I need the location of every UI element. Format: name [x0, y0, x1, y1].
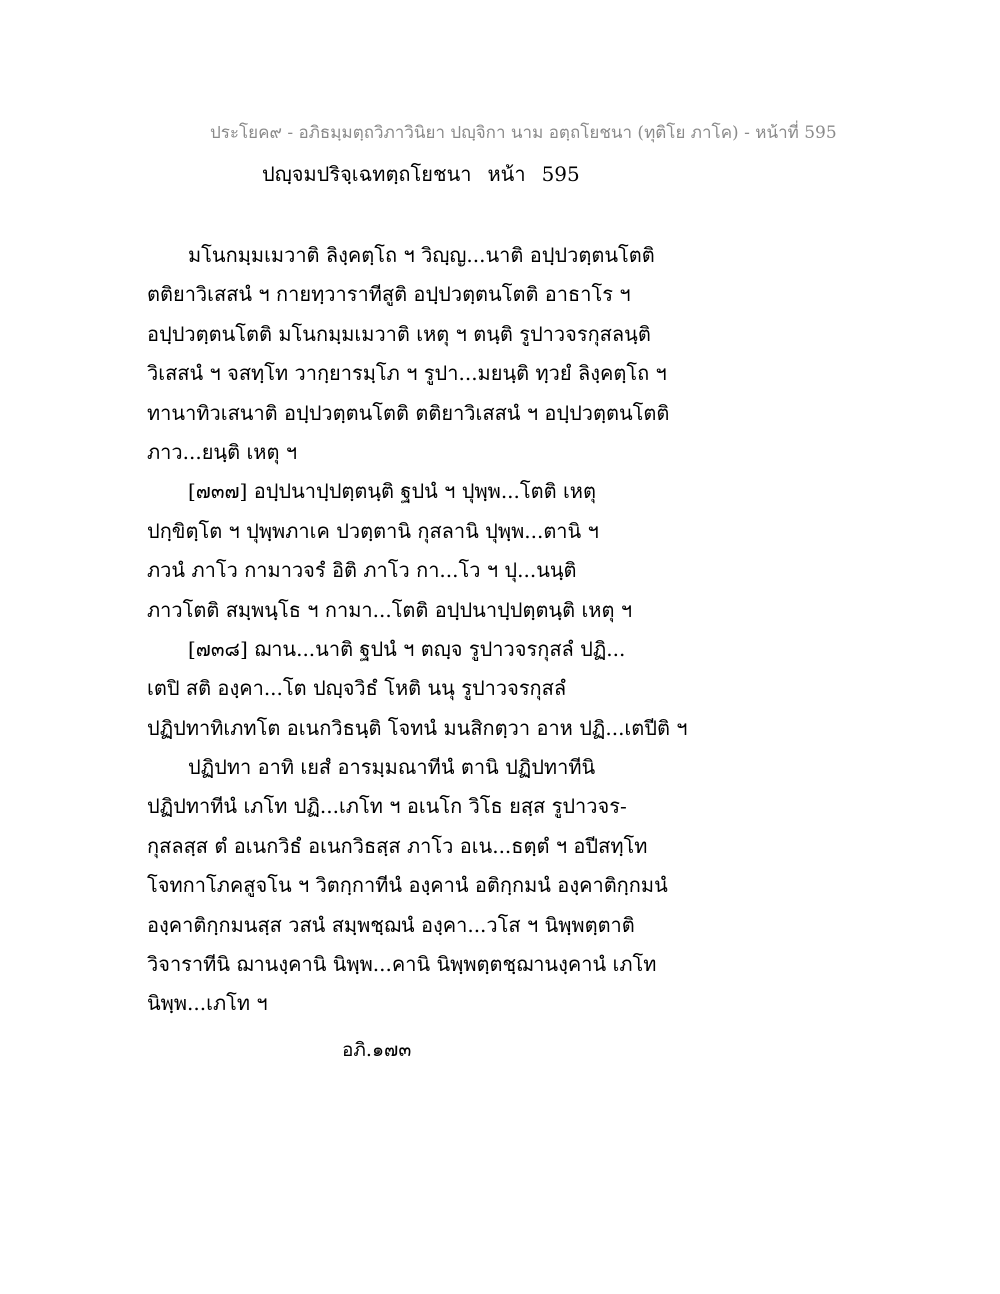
text-line: ปฏิปทาทิเภทโต อเนกวิธนฺติ โจทนํ มนสิกตฺวา อาห ปฏิ...เตปีติ ฯ: [147, 715, 688, 740]
text-line: ภาวโตติ สมฺพนฺโธ ฯ กามา...โตติ อปฺปนาปฺปตฺตนฺติ เหตุ ฯ: [147, 597, 633, 622]
text-line: มโนกมฺมเมวาติ ลิงฺคตฺโถ ฯ วิญฺญ...นาติ อปฺปวตฺตนโตติ: [188, 243, 655, 267]
running-header: ประโยค๙ - อภิธมฺมตฺถวิภาวินิยา ปญฺจิกา นาม อตฺถโยชนา (ทุติโย ภาโค) - หน้าที่ 595: [210, 123, 837, 143]
text-line: ทานาทิวเสนาติ อปฺปวตฺตนโตติ ตติยาวิเสสนํ ฯ อปฺปวตฺตนโตติ: [147, 400, 670, 425]
page-number: 595: [541, 162, 580, 186]
page-reference: อภิ.๑๗๓: [342, 1039, 412, 1061]
page-title: ปญฺจมปริจฺเฉทตฺถโยชนา: [262, 162, 472, 186]
text-line: ปฏิปทา อาทิ เยสํ อารมฺมณาทีนํ ตานิ ปฏิปทาทีนิ: [188, 755, 596, 780]
text-line: ปฏิปทาทีนํ เภโท ปฏิ...เภโท ฯ อเนโก วิโธ ยสฺส รูปาวจร-: [147, 794, 627, 819]
text-line: นิพฺพ...เภโท ฯ: [147, 991, 268, 1016]
text-line: [๗๓๘] ฌาน...นาติ ฐปนํ ฯ ตญฺจ รูปาวจรกุสลํ ปฏิ...: [188, 636, 626, 661]
text-line: ปกฺขิตฺโต ฯ ปุพฺพภาเค ปวตฺตานิ กุสลานิ ปุพฺพ...ตานิ ฯ: [147, 518, 599, 543]
body-text: [147, 240, 707, 1028]
text-line: ภาว...ยนฺติ เหตุ ฯ: [147, 439, 298, 464]
text-line: [๗๓๗] อปฺปนาปฺปตฺตนฺติ ฐปนํ ฯ ปุพฺพ...โตติ เหตุ: [188, 479, 596, 504]
text-line: อปฺปวตฺตนโตติ มโนกมฺมเมวาติ เหตุ ฯ ตนฺติ รูปาวจรกุสลนฺติ: [147, 321, 651, 346]
text-line: ตติยาวิเสสนํ ฯ กายทฺวาราทีสูติ อปฺปวตฺตนโตติ อาธาโร ฯ: [147, 282, 631, 307]
text-line: องฺคาติกฺกมนสฺส วสนํ สมฺพชฺฌนํ องฺคา...วโส ฯ นิพฺพตฺตาติ: [147, 912, 635, 937]
text-line: โจทกาโภคสูจโน ฯ วิตกฺกาทีนํ องฺคานํ อติกฺกมนํ องฺคาติกฺกมนํ: [147, 873, 668, 898]
page-label: หน้า: [487, 162, 526, 186]
page-heading: [262, 160, 580, 188]
text-line: กุสลสฺส ตํ อเนกวิธํ อเนกวิธสฺส ภาโว อเน...ธตฺตํ ฯ อปีสทฺโท: [147, 833, 648, 858]
text-line: วิเสสนํ ฯ จสทฺโท วากฺยารมฺโภ ฯ รูปา...มยนฺติ ทฺวยํ ลิงฺคตฺโถ ฯ: [147, 361, 667, 386]
text-line: เตปิ สติ องฺคา...โต ปญฺจวิธํ โหติ นนุ รูปาวจรกุสลํ: [147, 676, 567, 701]
text-line: ภวนํ ภาโว กามาวจรํ อิติ ภาโว กา...โว ฯ ปุ...นนฺติ: [147, 558, 577, 583]
text-line: วิจาราทีนิ ฌานงฺคานิ นิพฺพ...คานิ นิพฺพตฺตชฺฌานงฺคานํ เภโท: [147, 952, 657, 977]
